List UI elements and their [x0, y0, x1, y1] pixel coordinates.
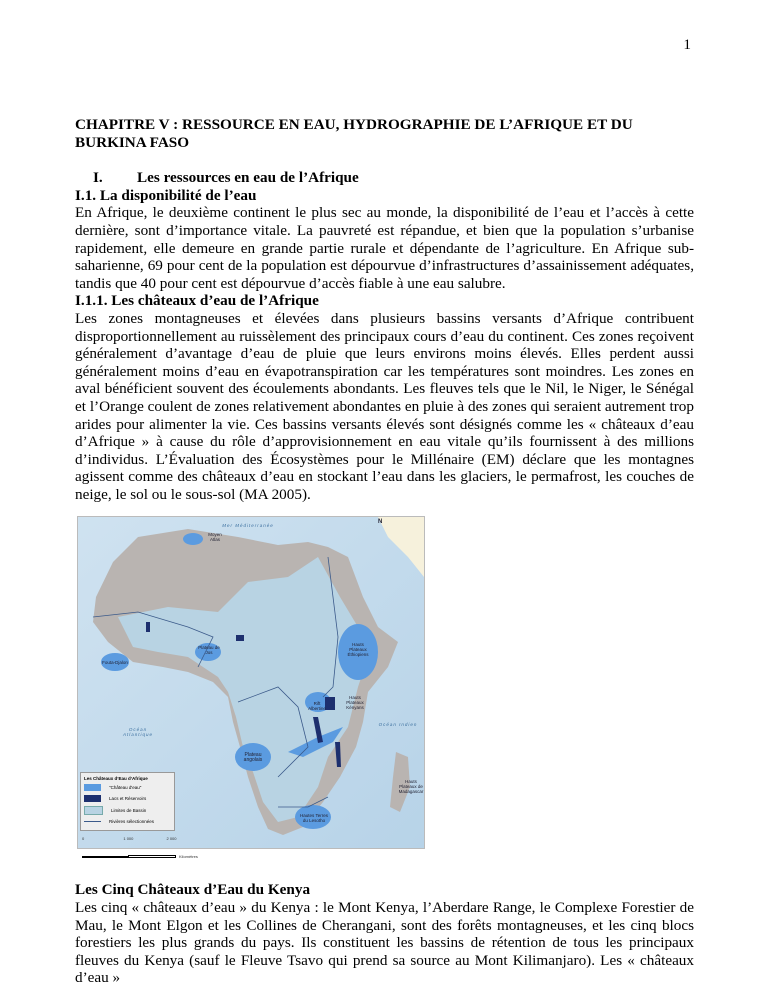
chapter-title: CHAPITRE V : RESSOURCE EN EAU, HYDROGRAPHIE DE L’AFRIQUE ET DU BURKINA FASO: [75, 116, 633, 151]
legend-swatch: [84, 795, 101, 802]
map-scale-bar: [82, 830, 198, 865]
document-body: [75, 116, 694, 987]
legend-swatch: [84, 784, 101, 791]
subsection-title: Les Cinq Châteaux d’Eau du Kenya: [75, 881, 311, 899]
legend-item: [84, 819, 171, 824]
map-label-jos: Plateau de Jos: [198, 645, 220, 656]
map-label-indien: Océan Indien: [378, 722, 418, 728]
map-label-kenya: Hauts Plateaux Kényans: [346, 695, 364, 711]
paragraph: En Afrique, le deuxième continent le plus sec au monde, la disponibilité de l’eau et l’accès à cette dernière, sont d’importance vitale. La pauvreté est répandue, et bien que la population s’urbanise rapidement, elle demeure en grande partie rurale et dépendante de l’agriculture. En Afrique sub-saharienne, 69 pour cent de la population est dépourvue d’infrastructures d’assainissement adéquates, tandis que 40 pour cent est dépourvue d’accès fiable à une eau salubre.: [75, 204, 694, 292]
scale-tick: 0: [82, 836, 85, 842]
paragraph: Les cinq « châteaux d’eau » du Kenya : le Mont Kenya, l’Aberdare Range, le Complexe Forestier de Mau, le Mont Elgon et les Collines de Cherangani, sont des forêts montagneuses, et les cinq blocs forestiers les plus grands du pays. Ils constituent les bassins de rétention de tous les principaux fleuves du Kenya (sauf le Fleuve Tsavo qui prend sa source au Mont Kilimanjaro). Les « châteaux d’eau »: [75, 899, 694, 987]
legend-label: "Château d'eau": [109, 785, 142, 791]
legend-label: Lacs et Réservoirs: [109, 796, 147, 802]
scale-unit: Kilomètres: [179, 854, 198, 860]
subsection-title: I.1. La disponibilité de l’eau: [75, 186, 257, 204]
scale-tick: 1 000: [123, 836, 134, 842]
africa-water-towers-map: [77, 516, 425, 860]
map-label-atlas: Moyen Atlas: [208, 532, 222, 543]
map-label-ethiopie: Hauts Plateaux Éthiopiens: [347, 642, 369, 658]
section-heading: [75, 169, 694, 187]
legend-swatch: [84, 806, 103, 815]
map-label-lesotho: Hautes Terres du Lesotho: [300, 813, 328, 824]
legend-swatch: [84, 821, 101, 822]
legend-title: Les Châteaux d’Eau d’Afrique: [84, 776, 148, 782]
section-title: Les ressources en eau de l’Afrique: [137, 169, 359, 187]
map-label-angola: Plateau angolais: [243, 752, 263, 764]
legend-item: [84, 806, 171, 815]
legend-label: Limites de Bassin: [111, 808, 147, 814]
map-label-rift: Rift Albertine: [308, 701, 326, 712]
map-label-madagascar: Hauts Plateaux de Madagascar: [398, 779, 424, 795]
legend-label: Rivières sélectionnées: [109, 819, 155, 825]
map-legend: [80, 772, 175, 831]
north-arrow-icon: N: [378, 519, 383, 526]
paragraph: Les zones montagneuses et élevées dans plusieurs bassins versants d’Afrique contribuent disproportionnellement au ruissèlement des principaux cours d’eau du continent. Ces zones reçoivent généralement d’avantage d’eau de pluie que leurs environs moins élevés. Elles perdent aussi généralement moins d’eau en évapotranspiration car les températures sont moindres. Les zones en aval bénéficient souvent des écoulements abondants. Les fleuves tels que le Nil, le Niger, le Sénégal et l’Orange coulent de zones relativement abondantes en pluie à des zones qui seraient autrement trop arides pour alimenter la vie. Ces bassins versants élevés sont désignés comme les « châteaux d’eau d’Afrique » à cause du rôle d’approvisionnement en eau vitale qu’ils fournissent à des millions d’individus. L’Évaluation des Écosystèmes pour le Millénaire (EM) déclare que les montagnes agissent comme des châteaux d’eau en stockant l’eau dans les glaciers, le permafrost, les couches de neige, le sol ou le sous-sol (MA 2005).: [75, 309, 694, 503]
map-label-fouta: Fouta-Djalon: [102, 660, 128, 666]
legend-item: [84, 795, 171, 802]
page-number: 1: [683, 36, 691, 53]
scale-tick: 2 000: [166, 836, 177, 842]
subsection-title: I.1.1. Les châteaux d’eau de l’Afrique: [75, 292, 319, 310]
map-label-med: Mer Méditerranée: [222, 523, 274, 529]
map-label-atlantique: Océan Atlantique: [122, 727, 153, 738]
section-number: I.: [93, 169, 103, 187]
legend-item: [84, 784, 171, 791]
